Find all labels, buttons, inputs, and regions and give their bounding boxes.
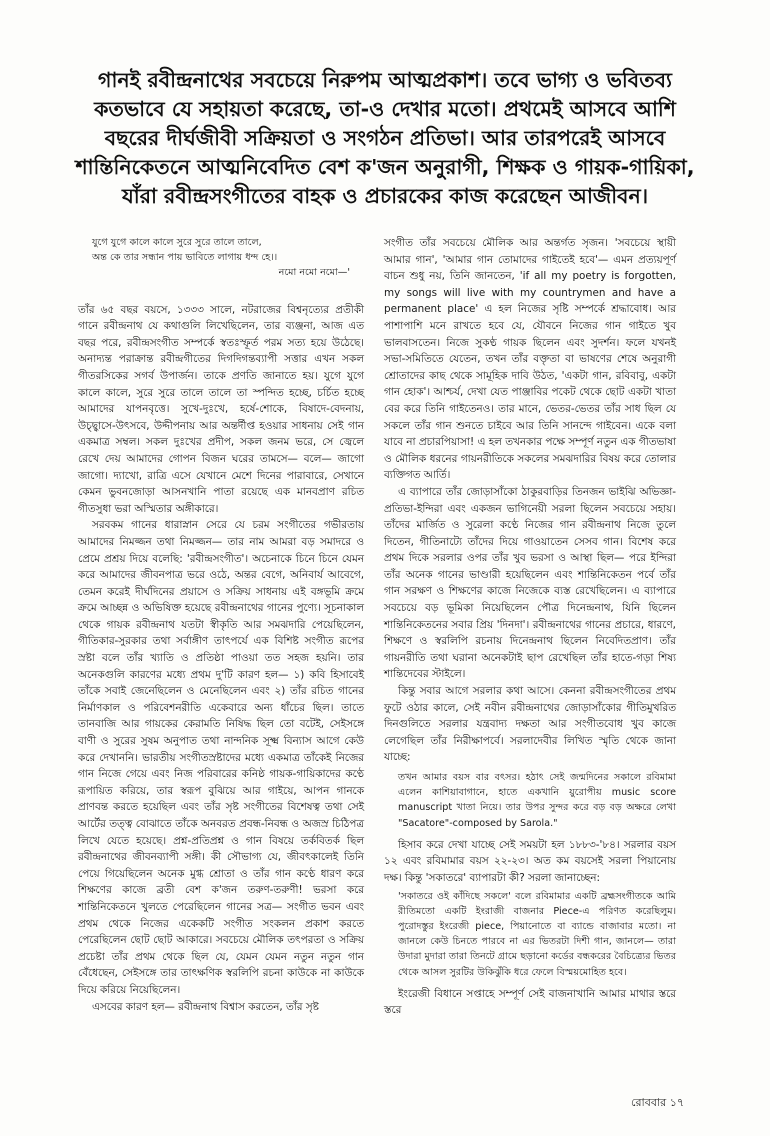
block-quote: 'সকাতরে ওই কাঁদিছে সকলে' বলে রবিমামার একটি ব্রহ্মসংগীতকে আমি রীতিমতো একটি ইংরাজী বাজনার Piece-এ পরিণত করেছিলুম। পুরোদস্তুর ইংরেজী piece, পিয়ানোতে বা ব্যান্ডে বাজাবার মতো। না জানলে কেউ চিনতে পারবে না এর ভিতরটা দিশী গান, জানলে— তারা উদারা মুদারা তারা তিনটে গ্রামে ছড়ানো কর্ডের বন্ধকরের বৈচিত্র্যের ভিতর থেকে আসল সুরটির উকিঝুঁকি ধরে ফেলে বিস্ময়মোহিত হবে।: [398, 890, 676, 978]
poem-line: অন্ত কে তার সন্ধান পায় ভাবিতে লাগায় ধন্দ হে।।: [92, 252, 278, 263]
headline-block: [70, 66, 700, 211]
right-column: [384, 235, 676, 1019]
body-paragraph: এসবের কারণ হল— রবীন্দ্রনাথ বিশ্বাস করতেন, তাঁর সৃষ্ট: [92, 1000, 319, 1013]
page-footer: রোববার ১৭: [631, 1096, 684, 1109]
headline-line: যাঁরা রবীন্দ্রসংগীতের বাহক ও প্রচারকের কাজ করেছেন আজীবন।: [121, 184, 649, 208]
body-paragraph: হিসাব করে দেখা যাচ্ছে সেই সময়টা হল ১৮৮৩-'৮৪। সরলার বয়স ১২ এবং রবিমামার বয়স ২২-২৩। অত কম বয়সেই সরলা পিয়ানোয় দক্ষ। কিন্তু 'সকাতরে' ব্যাপারটা কী? সরলা জানাচ্ছেন:: [384, 838, 676, 884]
body-paragraph: ইংরেজী বিধানে সপ্তাহে সম্পূর্ণ সেই বাজনাখানি আমার মাথার স্তরে স্তরে: [384, 987, 676, 1017]
headline-line: গানই রবীন্দ্রনাথের সবচেয়ে নিরুপম আত্মপ্রকাশ। তবে ভাগ্য ও ভবিতব্য: [98, 68, 672, 92]
left-column: [78, 235, 364, 1015]
headline-line: বছরের দীর্ঘজীবী সক্রিয়তা ও সংগঠন প্রতিভা। আর তারপরেই আসবে: [104, 126, 666, 150]
block-quote: তখন আমার বয়স বার বৎসর। হঠাৎ সেই জন্মদিনের সকালে রবিমামা এলেন কাশিয়াবাগানে, হাতে একখানি য়ুরোপীয় music score manuscript খাতা নিয়ে। তার উপর সুন্দর করে বড় বড় অক্ষরে লেখা "Sacatore"-composed by Sarola.": [398, 772, 676, 829]
body-paragraph: কিন্তু সবার আগে সরলার কথা আসে। কেননা রবীন্দ্রসংগীতের প্রথম ফুটে ওঠার কালে, সেই নবীন রবীন্দ্রনাথের জোড়াসাঁকোর গীতিমুখরিত দিনগুলিতে সরলার যন্ত্রবাদ্য দক্ষতা আর সংগীতবোধ খুব কাজে লেগেছিল তাঁর নিরীক্ষাপর্বে। সরলাদেবীর লিখিত স্মৃতি থেকে জানা যাচ্ছে:: [384, 685, 676, 764]
headline-line: শান্তিনিকেতনে আত্মনিবেদিত বেশ ক'জন অনুরাগী, শিক্ষক ও গায়ক-গায়িকা,: [75, 155, 695, 179]
poem-line: যুগে যুগে কালে কালে সুরে সুরে তালে তালে,: [92, 237, 262, 248]
body-paragraph: এ ব্যাপারে তাঁর জোড়াসাঁকো ঠাকুরবাড়ির তিনজন ভাইঝি অভিজ্ঞা-প্রতিভা-ইন্দিরা এবং একজন ভাগিনেয়ী সরলা ছিলেন সবচেয়ে সহায়। তাঁদের মার্জিত ও সুরেলা কণ্ঠে নিজের গান রবীন্দ্রনাথ নিজে তুলে দিতেন, গীতিনাট্যে তাঁদের দিয়ে গাওয়াতেন সেসব গান। বিশেষ করে প্রথম দিকে সরলার ওপর তাঁর খুব ভরসা ও আস্থা ছিল— পরে ইন্দিরা তাঁর অনেক গানের ভাণ্ডারী হয়েছিলেন এবং শান্তিনিকেতন পর্বে তাঁর গান সরক্ষণ ও শিক্ষণের কাজে নিজেকে ব্যস্ত রেখেছিলেন। এ ব্যাপারে সবচেয়ে বড় ভূমিকা নিয়েছিলেন পৌত্র দিনেন্দ্রনাথ, যিনি ছিলেন শান্তিনিকেতনের সবার প্রিয় 'দিনদা'। রবীন্দ্রনাথের গানের প্রচারে, ধারণে, শিক্ষণে ও স্বরলিপি রচনায় দিনেন্দ্রনাথ ছিলেন নিবেদিতপ্রাণ। তাঁর গায়নরীতি তথা ঘরানা অনেকটাই ছাপ রেখেছিল তাঁর হাতে-গড়া শিষ্য শান্তিদেবের স্টাইলে।: [384, 485, 676, 681]
body-paragraph: সংগীত তাঁর সবচেয়ে মৌলিক আর অন্তর্গত সৃজন। 'সবচেয়ে স্থায়ী আমার গান', 'আমার গান তোমাদের গাইতেই হবে'— এমন প্রত্যয়পূর্ণ বাচন শুধু নয়, তিনি জানতেন, 'if all my poetry is forgotten, my songs will live with my countrymen and have a permanent place' এ হল নিজের সৃষ্টি সম্পর্কে শ্রদ্ধাবোধ। আর পাশাপাশি মনে রাখতে হবে যে, যৌবনে নিজের গান গাইতে খুব ভালবাসতেন। নিজে সুকণ্ঠ গায়ক ছিলেন এবং সুদর্শন। ফলে যখনই সভা-সমিতিতে যেতেন, তখন তাঁর বক্তৃতা বা ভাষণের শেষে অনুরাগী শ্রোতাদের কাছ থেকে সামূহিক দাবি উঠত, 'একটা গান, রবিবাবু, একটা গান হোক'। আশ্চর্য, দেখা যেত পাঞ্জাবির পকেট থেকে ছোট একটা খাতা বের করে তিনি গাইতেনও। তার মানে, ভেতর-ভেতর তাঁর সাধ ছিল যে সকলে তাঁর গান শুনতে চাইবে আর তিনি সানন্দে গাইবেন। একে বলা যাবে না প্রচারপিয়াসা! এ হল তখনকার পক্ষে সম্পূর্ণ নতুন এক গীতভাষা ও মৌলিক ধরনের গায়নরীতিকে সকলের সমঝদারির বিষয় করে তোলার ব্যক্তিগত আর্তি।: [384, 237, 676, 482]
body-paragraph: সরবকম গানের ধারাস্নান সেরে যে চরম সংগীতের গভীরতায় আমাদের নিমজ্জন তথা নিমজ্জন— তার নাম আমরা বড় সমাদরে ও প্রেমে প্রশ্রয় দিয়ে বলেছি: 'রবীন্দ্রসংগীত'। অচেনাকে চিনে চিনে যেমন করে আমাদের জীবনপাত্র ভরে ওঠে, অন্তর বেগে, অনিবার্য আবেগে, তেমন করেই দীর্ঘদিনের প্রয়াসে ও সক্রিয় সাধনায় এই বঙ্গভূমি ক্রমে ক্রমে আচ্ছন্ন ও অভিষিক্ত হয়েছে রবীন্দ্রনাথের গানের পুণ্যে। সূচনাকাল থেকে গায়ক রবীন্দ্রনাথ যতটা স্বীকৃতি আর সমঝদারি পেয়েছিলেন, গীতিকার-সুরকার তথা সর্বাঙ্গীণ তাৎপর্যে এক বিশিষ্ট সংগীত রূপের স্রষ্টা বলে তাঁর খ্যাতি ও প্রতিষ্ঠা পাওয়া তত সহজ হয়নি। তার অনেকগুলি কারণের মধ্যে প্রথম দু'টি কারণ হল— ১) কবি হিসাবেই তাঁকে সবাই জেনেছিলেন ও মেনেছিলেন এবং ২) তাঁর রচিত গানের নির্মাণকাল ও পরিবেশনরীতি একেবারে অন্য ধাঁচের ছিল। তাতে তানবাজি আর গায়কের কেরামতি নিষিদ্ধ ছিল তো বটেই, সেইসঙ্গে বাণী ও সুরের সুষম অনুপাত তথা নান্দনিক সূক্ষ্ম বিন্যাস আগে কেউ করে দেখাননি। ভারতীয় সংগীতস্রষ্টাদের মধ্যে একমাত্র তাঁকেই নিজের গান নিজে গেয়ে এবং নিজ পরিবারের কনিষ্ঠ গায়ক-গায়িকাদের কণ্ঠে রূপায়িত করিয়ে, তার স্বরূপ বুঝিয়ে আর গাইয়ে, আপন গানকে প্রাণবন্ত করতে হয়েছিল এবং তাঁর সৃষ্ট সংগীতের বিশেষত্ব তথা সেই আর্টের তত্ত্ব বোঝাতে তাঁকে অনবরত প্রবন্ধ-নিবন্ধ ও অজস্র চিঠিপত্র লিখে যেতে হয়েছে। প্রশ্ন-প্রতিপ্রশ্ন ও গান বিষয়ে তর্কবিতর্ক ছিল রবীন্দ্রনাথের জীবনব্যাপী সঙ্গী। কী সৌভাগ্য যে, জীবৎকালেই তিনি পেয়ে গিয়েছিলেন অনেক মুগ্ধ শ্রোতা ও তাঁর গান কণ্ঠে ধারণ করে শিক্ষণের কাজে ব্রতী বেশ ক'জন তরুণ-তরুণী! ভরসা করে শান্তিনিকেতনে খুলতে পেরেছিলেন গানের সত্র— সংগীত ভবন এবং প্রথম থেকে নিজের একেকটি সংগীত সংকলন প্রকাশ করতে পেরেছিলেন ছোট ছোট আকারে। সবচেয়ে মৌলিক তৎপরতা ও সক্রিয় প্রচেষ্টা তাঁর প্রথম থেকে ছিল যে, যেমন যেমন নতুন নতুন গান বেঁধেছেন, সেইসঙ্গে তার তাৎক্ষণিক স্বরলিপি রচনা কাউকে না কাউকে দিয়ে করিয়ে নিয়েছিলেন।: [78, 519, 364, 996]
poem-epigraph: [92, 235, 364, 265]
headline-line: কতভাবে যে সহায়তা করেছে, তা-ও দেখার মতো। প্রথমেই আসবে আশি: [94, 97, 676, 121]
poem-sign: নমো নমো নমো—': [278, 267, 350, 278]
body-paragraph: তাঁর ৬৫ বছর বয়সে, ১৩৩৩ সালে, নটরাজের বিশ্বনৃত্যের প্রতীকী গানে রবীন্দ্রনাথ যে কথাগুলি লিখেছিলেন, তার ব্যঞ্জনা, আজ এত বছর পরে, রবীন্দ্রসংগীত সম্পর্কে স্বতঃস্ফূর্ত পরম সত্য হয়ে উঠেছে। অনাদ্যন্ত পরাক্রান্ত রবীন্দ্রগীতের দিগদিগন্তব্যাপী সত্তার এখন সকল গীতরসিকের সগর্ব উপার্জন। তাকে প্রণতি জানাতে হয়। যুগে যুগে কালে কালে, সুরে সুরে তালে তালে তা স্পন্দিত হচ্ছে, চর্চিত হচ্ছে আমাদের যাপনবৃত্তে। সুখে-দুঃখে, হর্ষে-শোকে, বিষাদে-বেদনায়, উচ্ছ্বাসে-উৎসবে, উদ্দীপনায় আর অন্তর্দীপ্ত হওয়ার সাধনায় সেই গান একমাত্র সম্বল। সকল দুঃখের প্রদীপ, সকল জনম ভরে, সে জ্বেলে রেখে দেয় আমাদের গোপন বিজন ঘরের তামসে— বলে— জাগো জাগো। দ্যাখো, রাত্রি এসে যেখানে মেশে দিনের পারাবারে, সেখানে কেমন ভুবনজোড়া আসনখানি পাতা রয়েছে এক মানবপ্রাণ রচিত গীতসুধা ভরা অস্মিতার অঙ্গীকারে।: [78, 303, 364, 515]
